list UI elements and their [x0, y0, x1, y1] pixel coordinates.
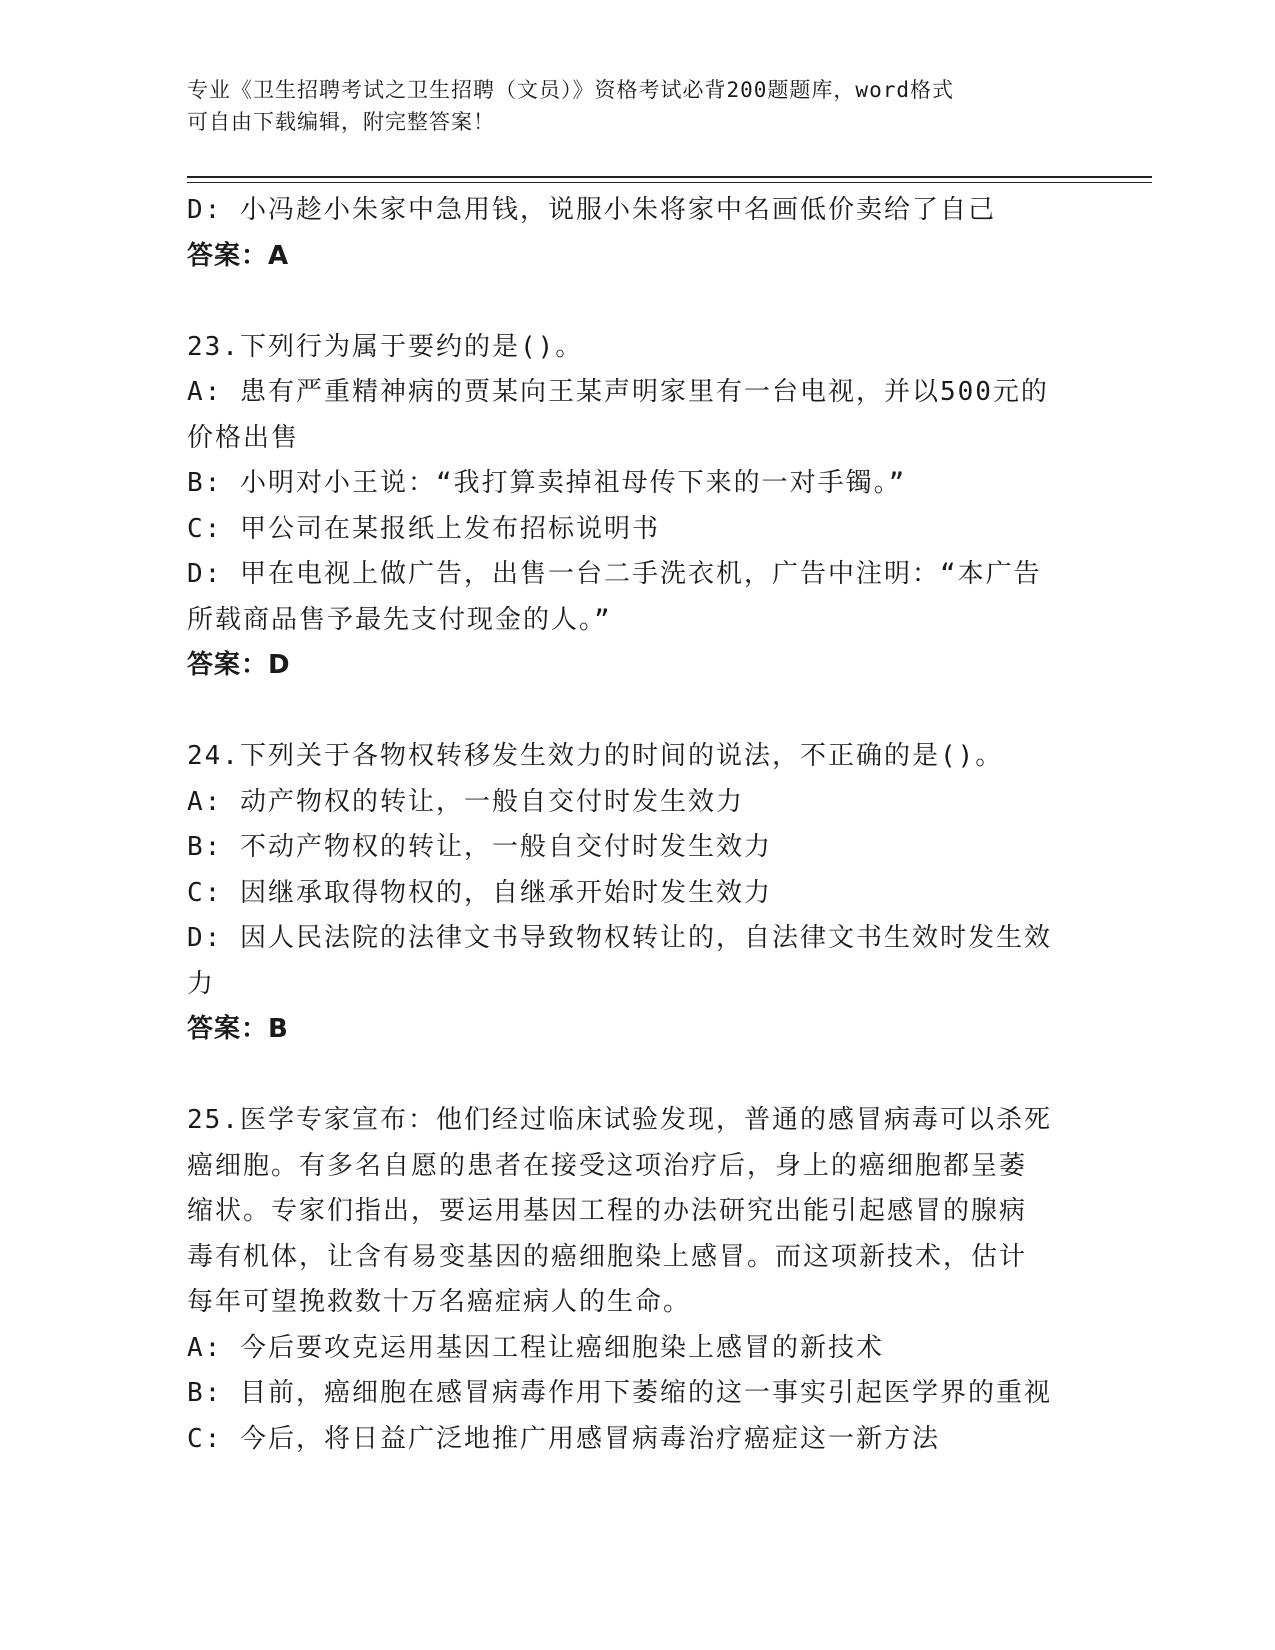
- option-c: C: 因继承取得物权的，自继承开始时发生效力: [187, 877, 772, 908]
- question-stem-line-2: 癌细胞。有多名自愿的患者在接受这项治疗后，身上的癌细胞都呈萎: [187, 1150, 1028, 1181]
- option-c: C: 今后，将日益广泛地推广用感冒病毒治疗癌症这一新方法: [187, 1423, 940, 1454]
- header-rule-thick: [187, 176, 1152, 178]
- header-line-1: 专业《卫生招聘考试之卫生招聘（文员）》资格考试必背200题题库，word格式: [187, 78, 954, 102]
- question-stem-line-3: 缩状。专家们指出，要运用基因工程的办法研究出能引起感冒的腺病: [187, 1196, 1028, 1226]
- page-header: [187, 74, 1087, 138]
- option-a: A: 患有严重精神病的贾某向王某声明家里有一台电视，并以500元的: [187, 377, 1049, 407]
- question-stem: 23.下列行为属于要约的是()。: [187, 331, 584, 362]
- question-stem-line-1: 25.医学专家宣布：他们经过临床试验发现，普通的感冒病毒可以杀死: [187, 1105, 1052, 1135]
- question-content: [187, 188, 1087, 1462]
- option-b: B: 目前，癌细胞在感冒病毒作用下萎缩的这一事实引起医学界的重视: [187, 1378, 1052, 1408]
- question-spacer: [187, 689, 1087, 735]
- question-24: [187, 734, 1087, 1053]
- answer: 答案：A: [187, 240, 290, 271]
- previous-question-tail: [187, 188, 1087, 279]
- question-spacer: [187, 279, 1087, 325]
- question-23: [187, 325, 1087, 689]
- question-stem-line-4: 毒有机体，让含有易变基因的癌细胞染上感冒。而这项新技术，估计: [187, 1241, 1028, 1272]
- option-b: B: 小明对小王说：“我打算卖掉祖母传下来的一对手镯。”: [187, 468, 907, 498]
- answer: 答案：D: [187, 650, 291, 680]
- question-stem: 24.下列关于各物权转移发生效力的时间的说法，不正确的是()。: [187, 741, 1004, 771]
- header-line-2: 可自由下载编辑，附完整答案！: [187, 110, 495, 134]
- question-25: [187, 1098, 1087, 1462]
- option-a-cont: 价格出售: [187, 422, 300, 453]
- answer: 答案：B: [187, 1014, 289, 1044]
- header-rule-thin: [187, 182, 1152, 183]
- option-d: D: 小冯趁小朱家中急用钱，说服小朱将家中名画低价卖给了自己: [187, 195, 996, 225]
- option-b: B: 不动产物权的转让，一般自交付时发生效力: [187, 832, 772, 862]
- option-d-cont: 所载商品售予最先支付现金的人。”: [187, 604, 612, 635]
- option-c: C: 甲公司在某报纸上发布招标说明书: [187, 513, 660, 544]
- question-spacer: [187, 1053, 1087, 1099]
- option-a: A: 今后要攻克运用基因工程让癌细胞染上感冒的新技术: [187, 1332, 884, 1363]
- option-d: D: 因人民法院的法律文书导致物权转让的，自法律文书生效时发生效: [187, 923, 1052, 953]
- option-a: A: 动产物权的转让，一般自交付时发生效力: [187, 786, 744, 817]
- question-stem-line-5: 每年可望挽救数十万名癌症病人的生命。: [187, 1287, 692, 1317]
- option-d: D: 甲在电视上做广告，出售一台二手洗衣机，广告中注明：“本广告: [187, 559, 1042, 589]
- option-d-cont: 力: [187, 968, 216, 999]
